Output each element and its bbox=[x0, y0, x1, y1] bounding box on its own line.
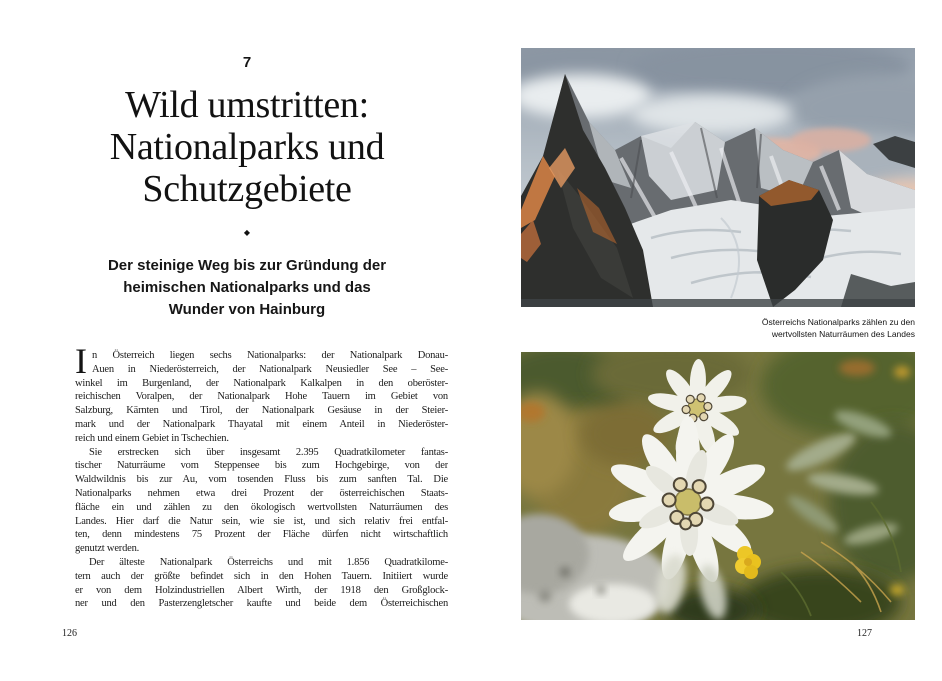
text-line: genutzt werden. bbox=[75, 543, 140, 555]
text-line: ner und den Pasterzengletscher kaufte und beide dem Österreichischen bbox=[75, 598, 448, 610]
text-line: reichischen Voralpen, der Nationalpark Hohe Tauern im Gebiet von bbox=[75, 391, 448, 403]
chapter-subtitle bbox=[60, 255, 434, 321]
photo-bottom-shadow bbox=[521, 299, 915, 307]
title-line: Nationalparks und bbox=[109, 126, 385, 168]
text-line: reich und einem Gebiet in Tschechien. bbox=[75, 432, 229, 444]
text-line: mark und der Nationalpark Thayatal mit einem Anteil in Niederöster- bbox=[75, 418, 448, 430]
paragraph-1 bbox=[75, 341, 448, 446]
caption-line: wertvollsten Naturräumen des Landes bbox=[771, 329, 915, 339]
paragraph-3 bbox=[75, 556, 448, 611]
photo-caption bbox=[521, 316, 915, 340]
text-line: winkel im Burgenland, der Nationalpark Kalkalpen in den oberöster- bbox=[75, 377, 448, 389]
text-line: ten, denn mindestens 75 Prozent der Fläche dürfen nicht wirtschaftlich bbox=[75, 529, 448, 541]
subtitle-line: heimischen Nationalparks und das bbox=[123, 279, 371, 296]
text-line: Der älteste Nationalpark Österreichs und mit 1.856 Quadratkilome- bbox=[89, 556, 448, 568]
text-line: n Österreich liegen sechs Nationalparks: der Nationalpark Donau- bbox=[92, 350, 448, 361]
subtitle-line: Der steinige Weg bis zur Gründung der bbox=[107, 257, 387, 274]
text-line: Salzburg, Kärnten und Tirol, der Nationalpark Gesäuse in der Steier- bbox=[75, 405, 448, 417]
title-line: Wild umstritten: bbox=[125, 84, 369, 126]
text-line: Sie erstrecken sich über insgesamt 2.395 Quadratkilometer fantas- bbox=[89, 446, 448, 458]
drop-cap: I bbox=[75, 341, 87, 381]
edelweiss-flowers-photo bbox=[521, 352, 915, 620]
text-line: tern auch der größte befindet sich in den Hohen Tauern. Initiiert wurde bbox=[75, 570, 448, 582]
title-line: Schutzgebiete bbox=[142, 168, 352, 210]
chapter-title bbox=[20, 84, 474, 210]
page-number-right: 127 bbox=[857, 628, 872, 639]
body-text-column bbox=[75, 341, 448, 611]
text-line: Nationalparks nehmen etwa drei Prozent der österreichischen Staats- bbox=[75, 487, 448, 499]
diamond-icon: ◆ bbox=[243, 228, 251, 237]
text-line: Landes. Hier darf die Natur sein, wie sie ist, und sich relativ frei entfal- bbox=[75, 515, 448, 527]
text-line: Waldwildnis bis zur Au, vom tosenden Fluss bis zum sanften Tal. Die bbox=[75, 474, 448, 486]
page-number-left: 126 bbox=[62, 628, 77, 639]
mountain-glacier-photo bbox=[521, 48, 915, 307]
caption-line: Österreichs Nationalparks zählen zu den bbox=[761, 317, 915, 327]
chapter-number: 7 bbox=[242, 54, 252, 71]
text-line: fläche ein und zählen zu den ökologisch wertvollsten Naturräumen des bbox=[75, 501, 448, 513]
paragraph-2 bbox=[75, 446, 448, 556]
text-line: tischer Naturräume vom Steppensee bis zum Hochgebirge, von der bbox=[75, 460, 448, 472]
text-line: Auen in Niederösterreich, der Nationalpark Neusiedler See – See- bbox=[92, 363, 448, 375]
subtitle-line: Wunder von Hainburg bbox=[168, 301, 326, 318]
text-line: er von dem Holzindustriellen Albert Wirth, der 1918 den Großglock- bbox=[75, 584, 448, 596]
